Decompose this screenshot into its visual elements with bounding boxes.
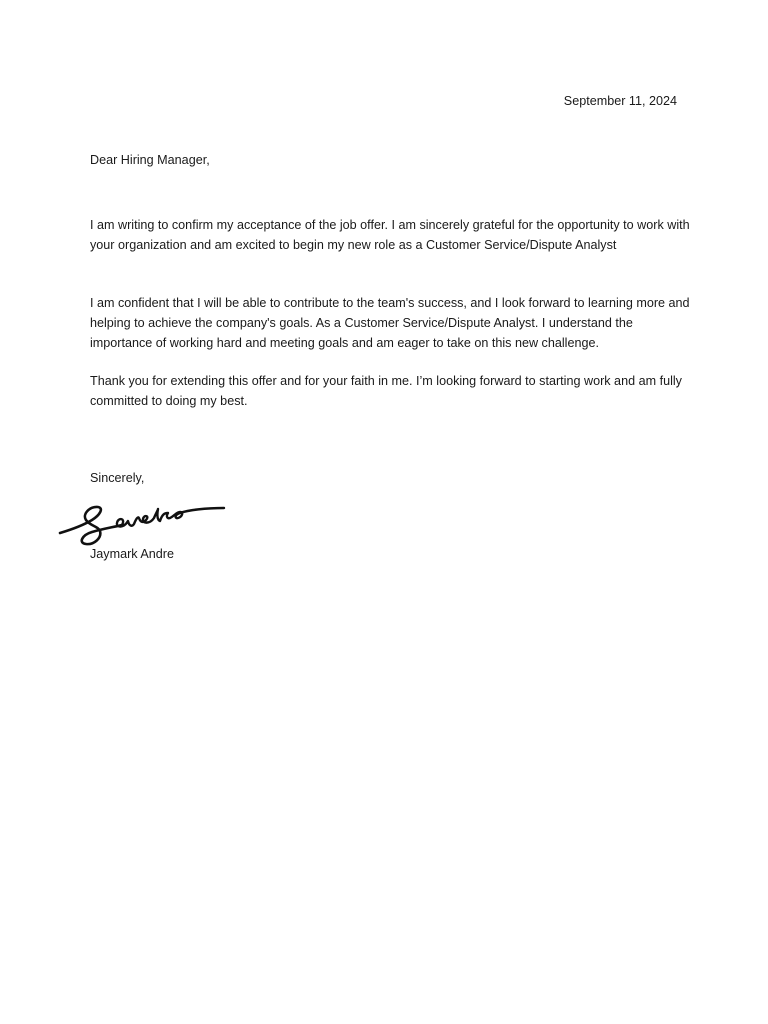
body-paragraph-3: Thank you for extending this offer and for your faith in me. I’m looking forward to starting work and am fully committed to doing my best.: [90, 374, 682, 408]
signer-name: Jaymark Andre: [90, 547, 174, 561]
letter-date: September 11, 2024: [563, 94, 677, 108]
handwritten-signature-icon: [56, 500, 231, 548]
closing: Sincerely,: [90, 471, 145, 485]
salutation: Dear Hiring Manager,: [90, 153, 210, 167]
body-paragraph-2: I am confident that I will be able to contribute to the team's success, and I look forward to learning more and helping to achieve the company's goals. As a Customer Service/Dispute Analyst. I understand the importance of working hard and meeting goals and am eager to take on this new challenge.: [90, 296, 690, 350]
body-paragraph-1: I am writing to confirm my acceptance of the job offer. I am sincerely grateful for the opportunity to work with your organization and am excited to begin my new role as a Customer Service/Dispute Analyst: [90, 218, 690, 252]
